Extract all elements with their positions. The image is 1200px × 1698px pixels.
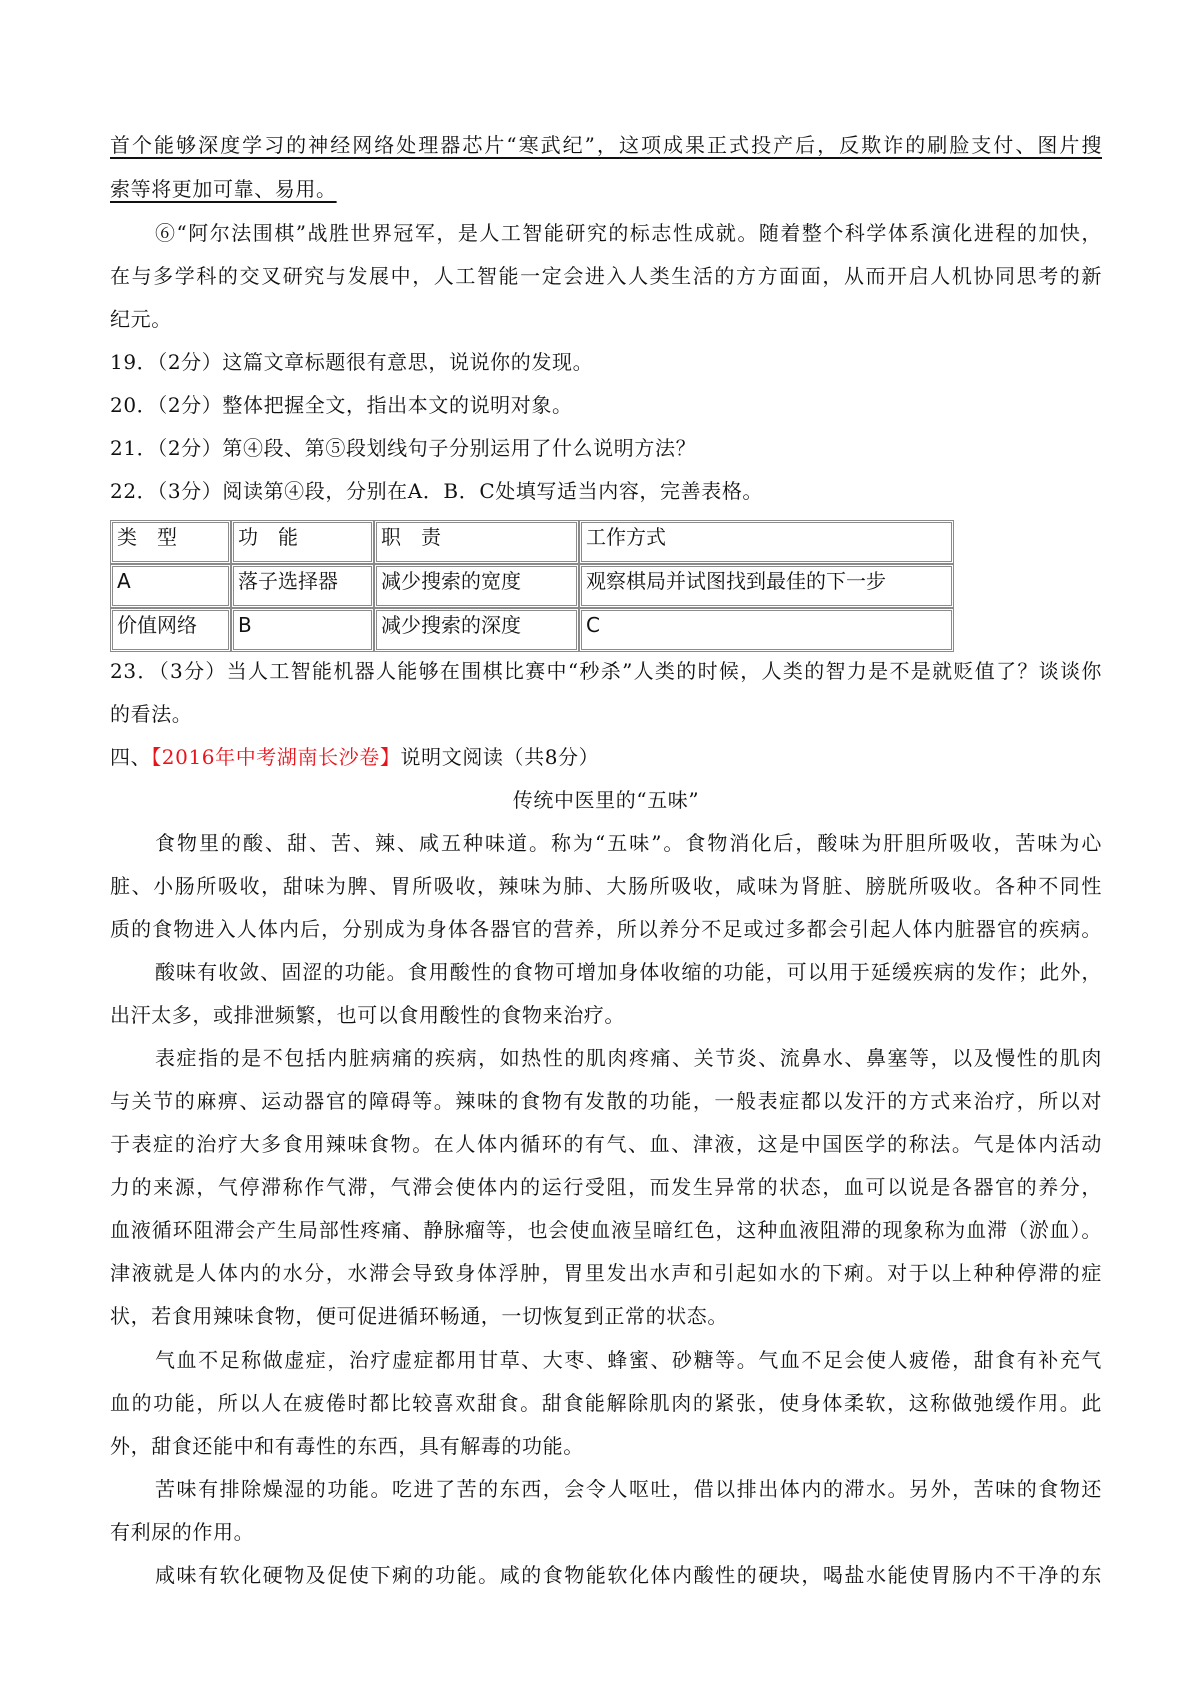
- table-header-cell: 功 能: [231, 520, 374, 564]
- table-cell: 减少搜索的宽度: [374, 564, 579, 608]
- question-23-line-2: 的看法。: [110, 702, 193, 726]
- table-cell: C: [579, 608, 954, 652]
- question-22: 22．（3分）阅读第④段，分别在A．B．C处填写适当内容，完善表格。: [110, 479, 764, 503]
- table-cell: 价值网络: [110, 608, 231, 652]
- question-21: 21．（2分）第④段、第⑤段划线句子分别运用了什么说明方法？: [110, 436, 697, 460]
- table-header-cell: 职 责: [374, 520, 579, 564]
- question-20: 20．（2分）整体把握全文，指出本文的说明对象。: [110, 393, 573, 417]
- article-p5-line-2: 有利尿的作用。: [110, 1520, 255, 1544]
- article-p4-line-3: 外，甜食还能中和有毒性的东西，具有解毒的功能。: [110, 1434, 584, 1458]
- table-cell: 落子选择器: [231, 564, 374, 608]
- underlined-sentence-line-1: 首个能够深度学习的神经网络处理器芯片“寒武纪”，这项成果正式投产后，反欺诈的刷脸支付、图片搜: [110, 133, 1102, 157]
- table-header-cell: 类 型: [110, 520, 231, 564]
- table-row: [110, 608, 954, 652]
- article-p3-line-5: 血液循环阻滞会产生局部性疼痛、静脉瘤等，也会使血液呈暗红色，这种血液阻滞的现象称为血滞（淤血）。: [110, 1218, 1102, 1242]
- table-cell: 观察棋局并试图找到最佳的下一步: [579, 564, 954, 608]
- article-p1-line-1: 食物里的酸、甜、苦、辣、咸五种味道。称为“五味”。食物消化后，酸味为肝胆所吸收，苦味为心: [155, 831, 1102, 855]
- article-p3-line-6: 津液就是人体内的水分，水滞会导致身体浮肿，胃里发出水声和引起如水的下痢。对于以上种种停滞的症: [110, 1261, 1102, 1285]
- article-p3-line-4: 力的来源，气停滞称作气滞，气滞会使体内的运行受阻，而发生异常的状态，血可以说是各器官的养分，: [110, 1175, 1102, 1199]
- section-4-source: 【2016年中考湖南长沙卷】: [151, 745, 401, 769]
- section-4-heading: [110, 743, 1102, 771]
- table-cell: 减少搜索的深度: [374, 608, 579, 652]
- article-p2-line-1: 酸味有收敛、固涩的功能。食用酸性的食物可增加身体收缩的功能，可以用于延缓疾病的发作；此外，: [155, 960, 1102, 984]
- underlined-sentence-line-2: 索等将更加可靠、易用。: [110, 177, 337, 201]
- article-p2-line-2: 出汗太多，或排泄频繁，也可以食用酸性的食物来治疗。: [110, 1003, 625, 1027]
- article-p3-line-3: 于表症的治疗大多食用辣味食物。在人体内循环的有气、血、津液，这是中国医学的称法。气是体内活动: [110, 1132, 1102, 1156]
- article-p1-line-3: 质的食物进入人体内后，分别成为身体各器官的营养，所以养分不足或过多都会引起人体内脏器官的疾病。: [110, 917, 1102, 941]
- article-p3-line-1: 表症指的是不包括内脏病痛的疾病，如热性的肌肉疼痛、关节炎、流鼻水、鼻塞等，以及慢性的肌肉: [155, 1046, 1102, 1070]
- article-title: 传统中医里的“五味”: [512, 788, 700, 812]
- article-p5-line-1: 苦味有排除燥湿的功能。吃进了苦的东西，会令人呕吐，借以排出体内的滞水。另外，苦味的食物还: [155, 1477, 1102, 1501]
- table-cell: A: [110, 564, 231, 608]
- table-cell: B: [231, 608, 374, 652]
- section-4-suffix: 说明文阅读（共8分）: [400, 745, 600, 769]
- paragraph-6-line-3: 纪元。: [110, 307, 172, 331]
- question-19: 19．（2分）这篇文章标题很有意思，说说你的发现。: [110, 350, 594, 374]
- article-p1-line-2: 脏、小肠所吸收，甜味为脾、胃所吸收，辣味为肺、大肠所吸收，咸味为肾脏、膀胱所吸收。各种不同性: [110, 874, 1102, 898]
- article-p4-line-2: 血的功能，所以人在疲倦时都比较喜欢甜食。甜食能解除肌肉的紧张，使身体柔软，这称做弛缓作用。此: [110, 1391, 1102, 1415]
- article-p3-line-2: 与关节的麻痹、运动器官的障碍等。辣味的食物有发散的功能，一般表症都以发汗的方式来治疗，所以对: [110, 1089, 1102, 1113]
- section-4-prefix: 四、: [110, 745, 152, 769]
- article-p4-line-1: 气血不足称做虚症，治疗虚症都用甘草、大枣、蜂蜜、砂糖等。气血不足会使人疲倦，甜食有补充气: [155, 1348, 1102, 1372]
- article-p3-line-7: 状，若食用辣味食物，便可促进循环畅通，一切恢复到正常的状态。: [110, 1304, 728, 1328]
- article-p6-line-1: 咸味有软化硬物及促使下痢的功能。咸的食物能软化体内酸性的硬块，喝盐水能使胃肠内不干净的东: [155, 1563, 1102, 1587]
- paragraph-6-line-2: 在与多学科的交叉研究与发展中，人工智能一定会进入人类生活的方方面面，从而开启人机协同思考的新: [110, 264, 1102, 288]
- paragraph-6-line-1: ⑥“阿尔法围棋”战胜世界冠军，是人工智能研究的标志性成就。随着整个科学体系演化进程的加快，: [155, 221, 1102, 245]
- table-header-cell: 工作方式: [579, 520, 954, 564]
- table-header-row: [110, 520, 954, 564]
- question-23-line-1: 23．（3分）当人工智能机器人能够在围棋比赛中“秒杀”人类的时候，人类的智力是不是就贬值了？谈谈你: [110, 659, 1102, 683]
- table-row: [110, 564, 954, 608]
- answer-table: [110, 520, 954, 652]
